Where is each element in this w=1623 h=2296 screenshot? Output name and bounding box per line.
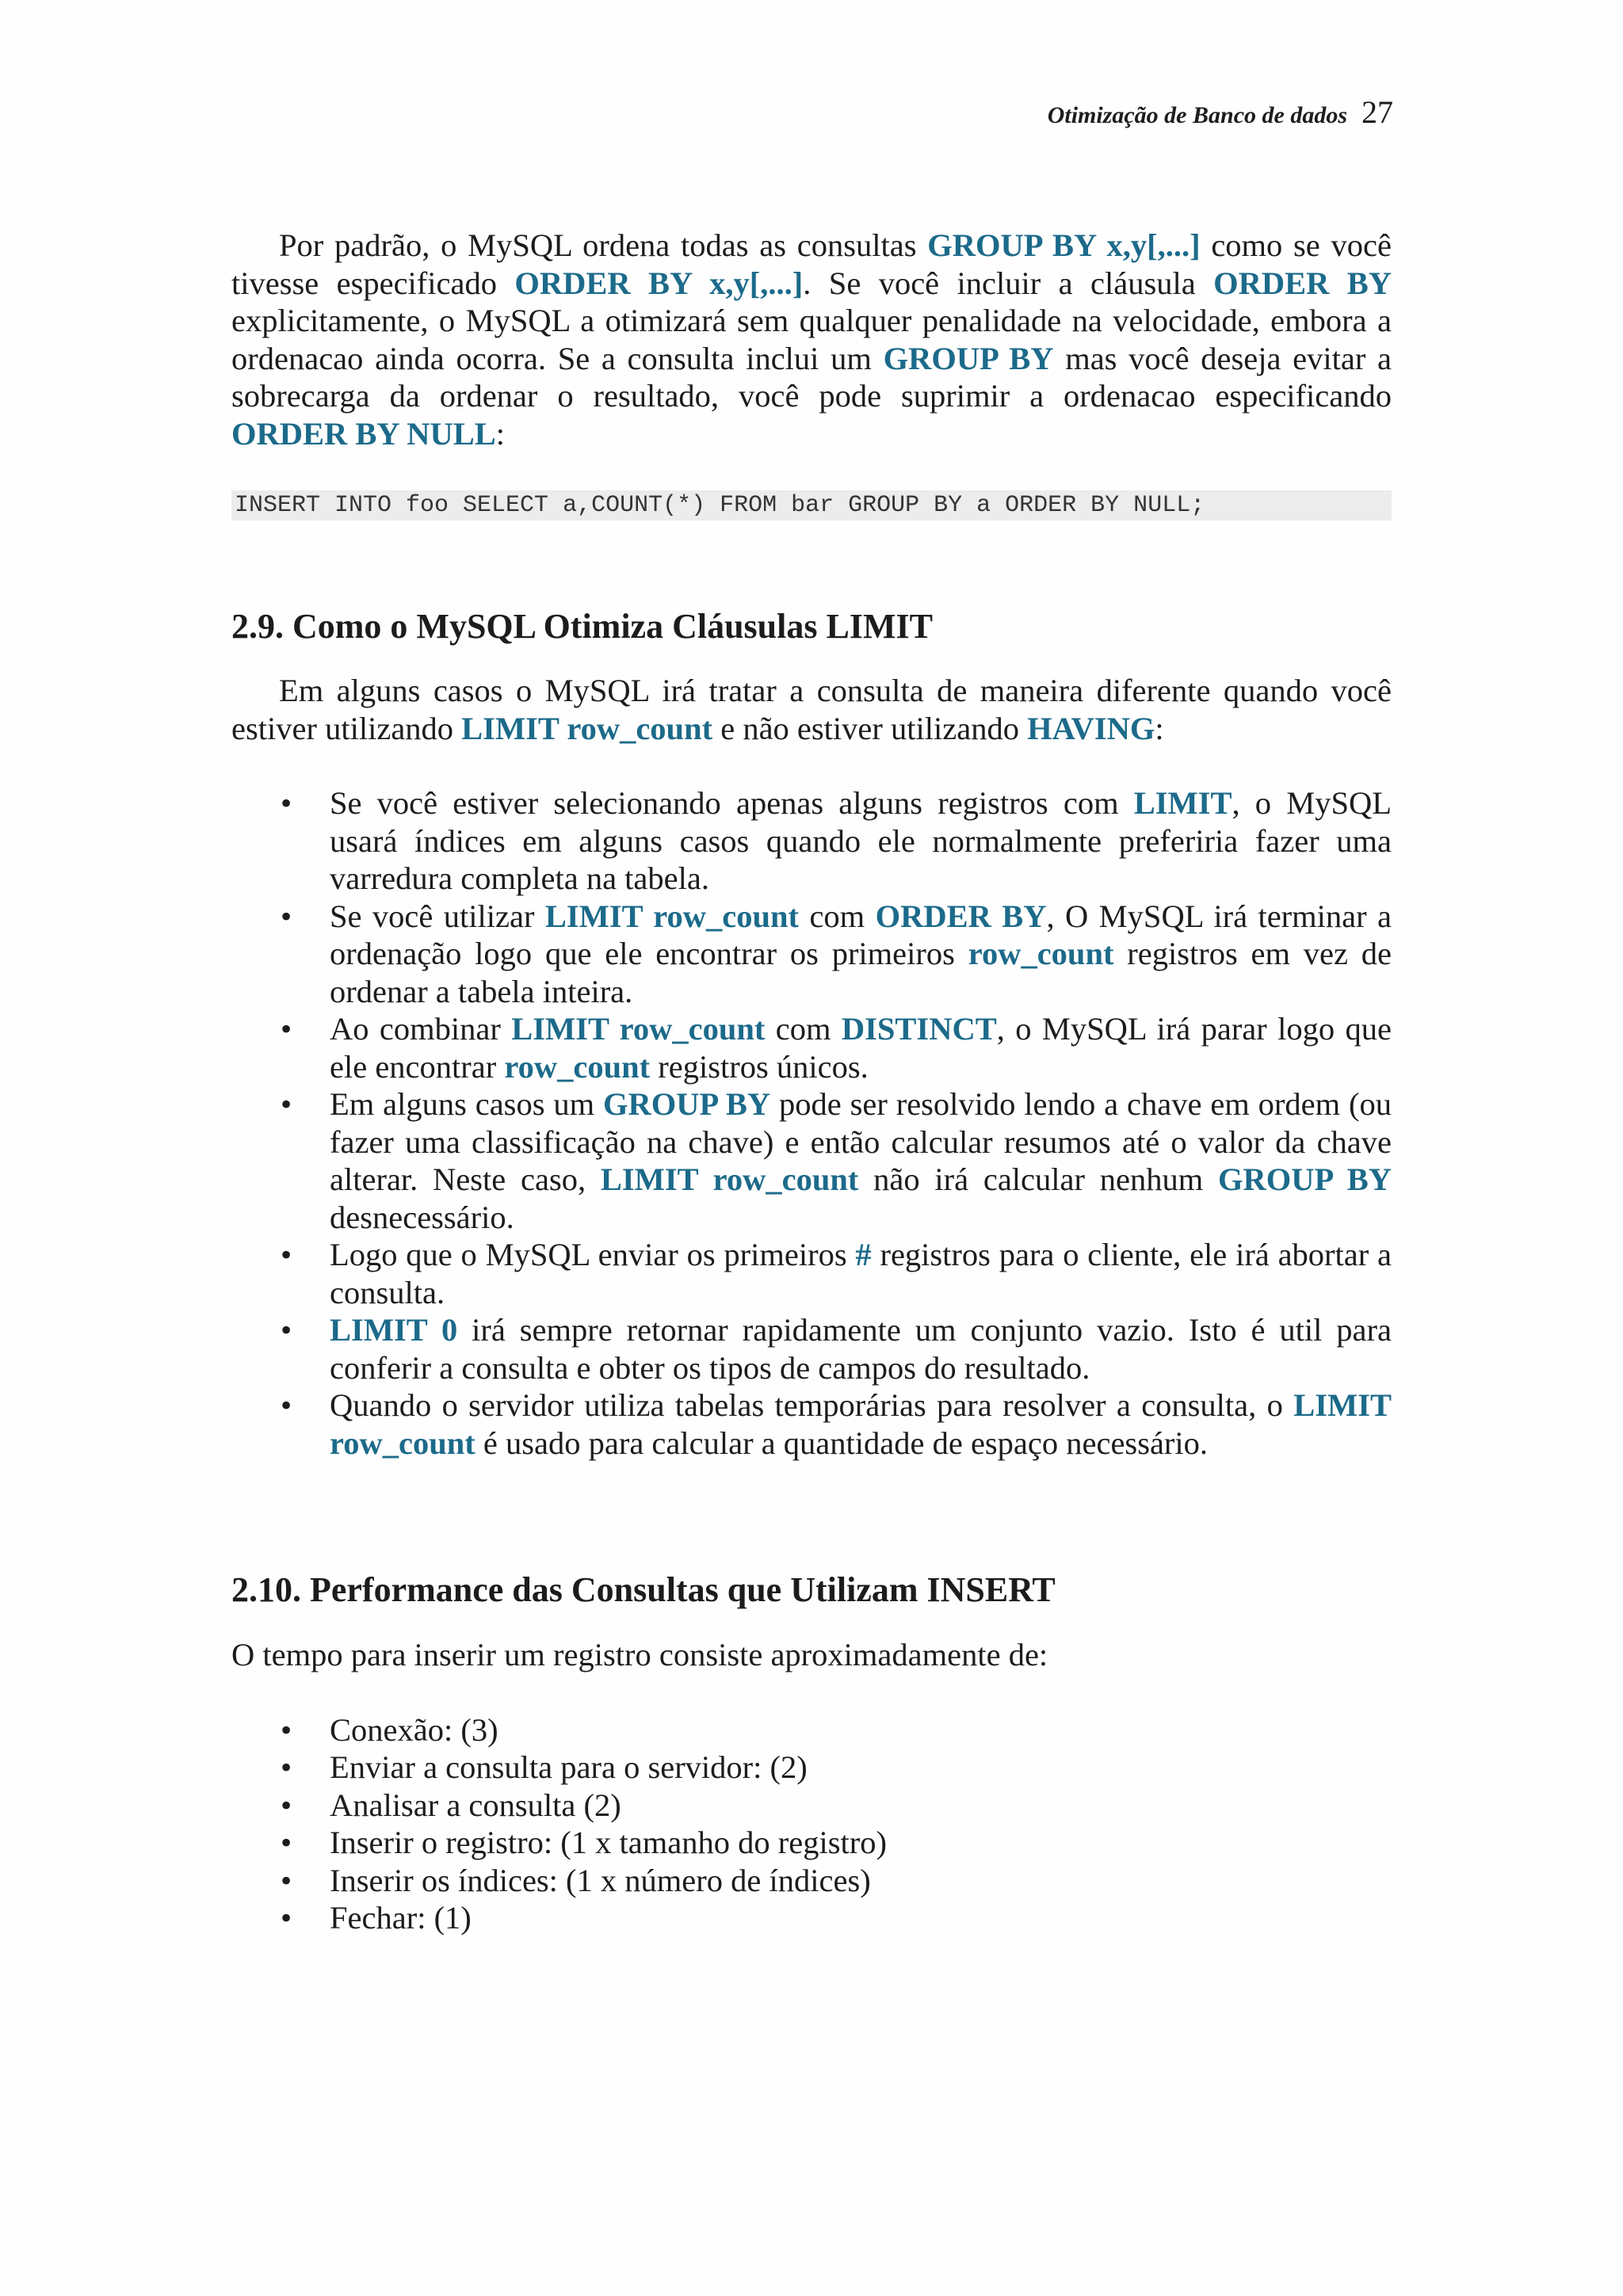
bullet-icon: • <box>281 785 292 821</box>
keyword: LIMIT row_count <box>600 1161 859 1197</box>
text-run: registros únicos. <box>650 1048 869 1085</box>
bullet-icon: • <box>281 1900 292 1936</box>
text-run: com <box>765 1011 842 1047</box>
list-item <box>231 1085 1392 1236</box>
bullet-icon: • <box>281 1825 292 1860</box>
insert-bullet-list <box>231 1711 1392 1937</box>
text-run: Se você estiver selecionando apenas alguns registros com <box>330 785 1134 821</box>
bullet-icon: • <box>281 1237 292 1272</box>
keyword: LIMIT row_count <box>330 1387 1392 1461</box>
text-run: : <box>495 415 506 452</box>
running-header <box>1048 93 1393 131</box>
text-run: , o MySQL usará índices em alguns casos quando ele normalmente preferiria fazer uma varredura completa na tabela. <box>330 785 1392 896</box>
list-item-text <box>330 1086 1392 1235</box>
keyword: ORDER BY NULL <box>231 415 496 452</box>
text-run: registros para o cliente, ele irá abortar a consulta. <box>330 1237 1392 1310</box>
text-run: , O MySQL irá terminar a ordenação logo que ele encontrar os primeiros <box>330 898 1392 971</box>
limit-bullet-list <box>231 784 1392 1462</box>
text-run: irá sempre retornar rapidamente um conjunto vazio. Isto é util para conferir a consulta e obter os tipos de campos do resultado. <box>330 1312 1392 1386</box>
bullet-icon: • <box>281 898 292 934</box>
keyword: row_count <box>968 936 1114 971</box>
keyword: GROUP BY <box>602 1086 771 1122</box>
keyword: LIMIT row_count <box>461 710 713 746</box>
keyword: DISTINCT <box>841 1011 997 1047</box>
keyword: GROUP BY <box>883 340 1054 376</box>
list-item-text: Analisar a consulta (2) <box>330 1787 621 1823</box>
text-run: Ao combinar <box>330 1011 512 1047</box>
bullet-icon: • <box>281 1711 292 1748</box>
bullet-icon: • <box>281 1787 292 1823</box>
list-item <box>231 1862 1392 1900</box>
list-item-text <box>330 1387 1392 1461</box>
list-item-text: Inserir o registro: (1 x tamanho do registro) <box>330 1825 887 1860</box>
list-item <box>231 898 1392 1011</box>
section-heading-insert: 2.10. Performance das Consultas que Utilizam INSERT <box>231 1570 1056 1609</box>
text-run: Por padrão, o MySQL ordena todas as consultas <box>279 227 928 263</box>
bullet-icon: • <box>281 1862 292 1898</box>
text-run: e não estiver utilizando <box>712 710 1028 746</box>
text-run: Em alguns casos o MySQL irá tratar a consulta de maneira diferente quando você estiver utilizando <box>231 673 1392 746</box>
bullet-icon: • <box>281 1749 292 1785</box>
text-run: com <box>799 898 876 934</box>
list-item-text: Fechar: (1) <box>330 1900 472 1936</box>
header-title: Otimização de Banco de dados <box>1047 102 1347 128</box>
list-item <box>231 1787 1392 1825</box>
intro-paragraph <box>231 227 1392 452</box>
text-run: Em alguns casos um <box>330 1086 603 1122</box>
bullet-icon: • <box>281 1387 292 1423</box>
bullet-icon: • <box>281 1011 292 1047</box>
keyword: LIMIT 0 <box>330 1312 458 1348</box>
keyword: ORDER BY <box>1213 265 1392 301</box>
limit-intro-paragraph <box>231 672 1392 747</box>
keyword: GROUP BY x,y[,...] <box>927 227 1201 263</box>
list-item-text <box>330 1312 1392 1386</box>
text-run: : <box>1155 710 1164 746</box>
list-item-text <box>330 785 1392 896</box>
list-item <box>231 1711 1392 1749</box>
list-item <box>231 1749 1392 1787</box>
page-number: 27 <box>1361 94 1393 130</box>
list-item <box>231 1010 1392 1085</box>
insert-intro-paragraph: O tempo para inserir um registro consiste aproximadamente de: <box>231 1637 1048 1672</box>
keyword: row_count <box>504 1048 651 1085</box>
text-run: pode ser resolvido lendo a chave em ordem (ou fazer uma classificação na chave) e então calcular resumos até o valor da chave alterar. Neste caso, <box>330 1086 1392 1197</box>
text-run: . Se você incluir a cláusula <box>803 265 1214 301</box>
keyword: GROUP BY <box>1217 1161 1392 1197</box>
text-run: é usado para calcular a quantidade de espaço necessário. <box>475 1425 1209 1461</box>
list-item-text: Conexão: (3) <box>330 1711 498 1748</box>
text-run: mas você deseja evitar a sobrecarga da ordenar o resultado, você pode suprimir a ordenacao especificando <box>231 340 1392 414</box>
text-run: , o MySQL irá parar logo que ele encontrar <box>330 1011 1392 1085</box>
keyword: ORDER BY x,y[,...] <box>514 265 804 301</box>
list-item <box>231 1311 1392 1386</box>
list-item <box>231 1386 1392 1462</box>
text-run: como se você tivesse especificado <box>231 227 1392 301</box>
text-run: desnecessário. <box>330 1199 514 1235</box>
text-run: explicitamente, o MySQL a otimizará sem qualquer penalidade na velocidade, embora a ordenacao ainda ocorra. Se a consulta inclui um <box>231 303 1392 376</box>
list-item <box>231 1824 1392 1862</box>
keyword: # <box>855 1237 872 1272</box>
keyword: HAVING <box>1027 710 1155 746</box>
keyword: LIMIT row_count <box>511 1011 766 1047</box>
keyword: LIMIT <box>1133 785 1232 821</box>
list-item <box>231 1236 1392 1311</box>
list-item-text: Enviar a consulta para o servidor: (2) <box>330 1749 808 1785</box>
list-item-text: Inserir os índices: (1 x número de índices) <box>330 1862 871 1898</box>
keyword: ORDER BY <box>875 898 1047 934</box>
list-item-text <box>330 898 1392 1009</box>
bullet-icon: • <box>281 1312 292 1348</box>
code-block: INSERT INTO foo SELECT a,COUNT(*) FROM bar GROUP BY a ORDER BY NULL; <box>231 490 1392 521</box>
section-heading-limit: 2.9. Como o MySQL Otimiza Cláusulas LIMIT <box>231 607 933 646</box>
text-run: Logo que o MySQL enviar os primeiros <box>330 1237 856 1272</box>
text-run: não irá calcular nenhum <box>858 1161 1218 1197</box>
list-item <box>231 1899 1392 1937</box>
page-content <box>231 227 1392 1937</box>
text-run: Quando o servidor utiliza tabelas temporárias para resolver a consulta, o <box>330 1387 1294 1423</box>
bullet-icon: • <box>281 1086 292 1122</box>
list-item-text <box>330 1011 1392 1085</box>
text-run: Se você utilizar <box>330 898 545 934</box>
list-item <box>231 784 1392 898</box>
list-item-text <box>330 1237 1392 1310</box>
keyword: LIMIT row_count <box>544 898 800 934</box>
text-run: registros em vez de ordenar a tabela inteira. <box>330 936 1392 1009</box>
